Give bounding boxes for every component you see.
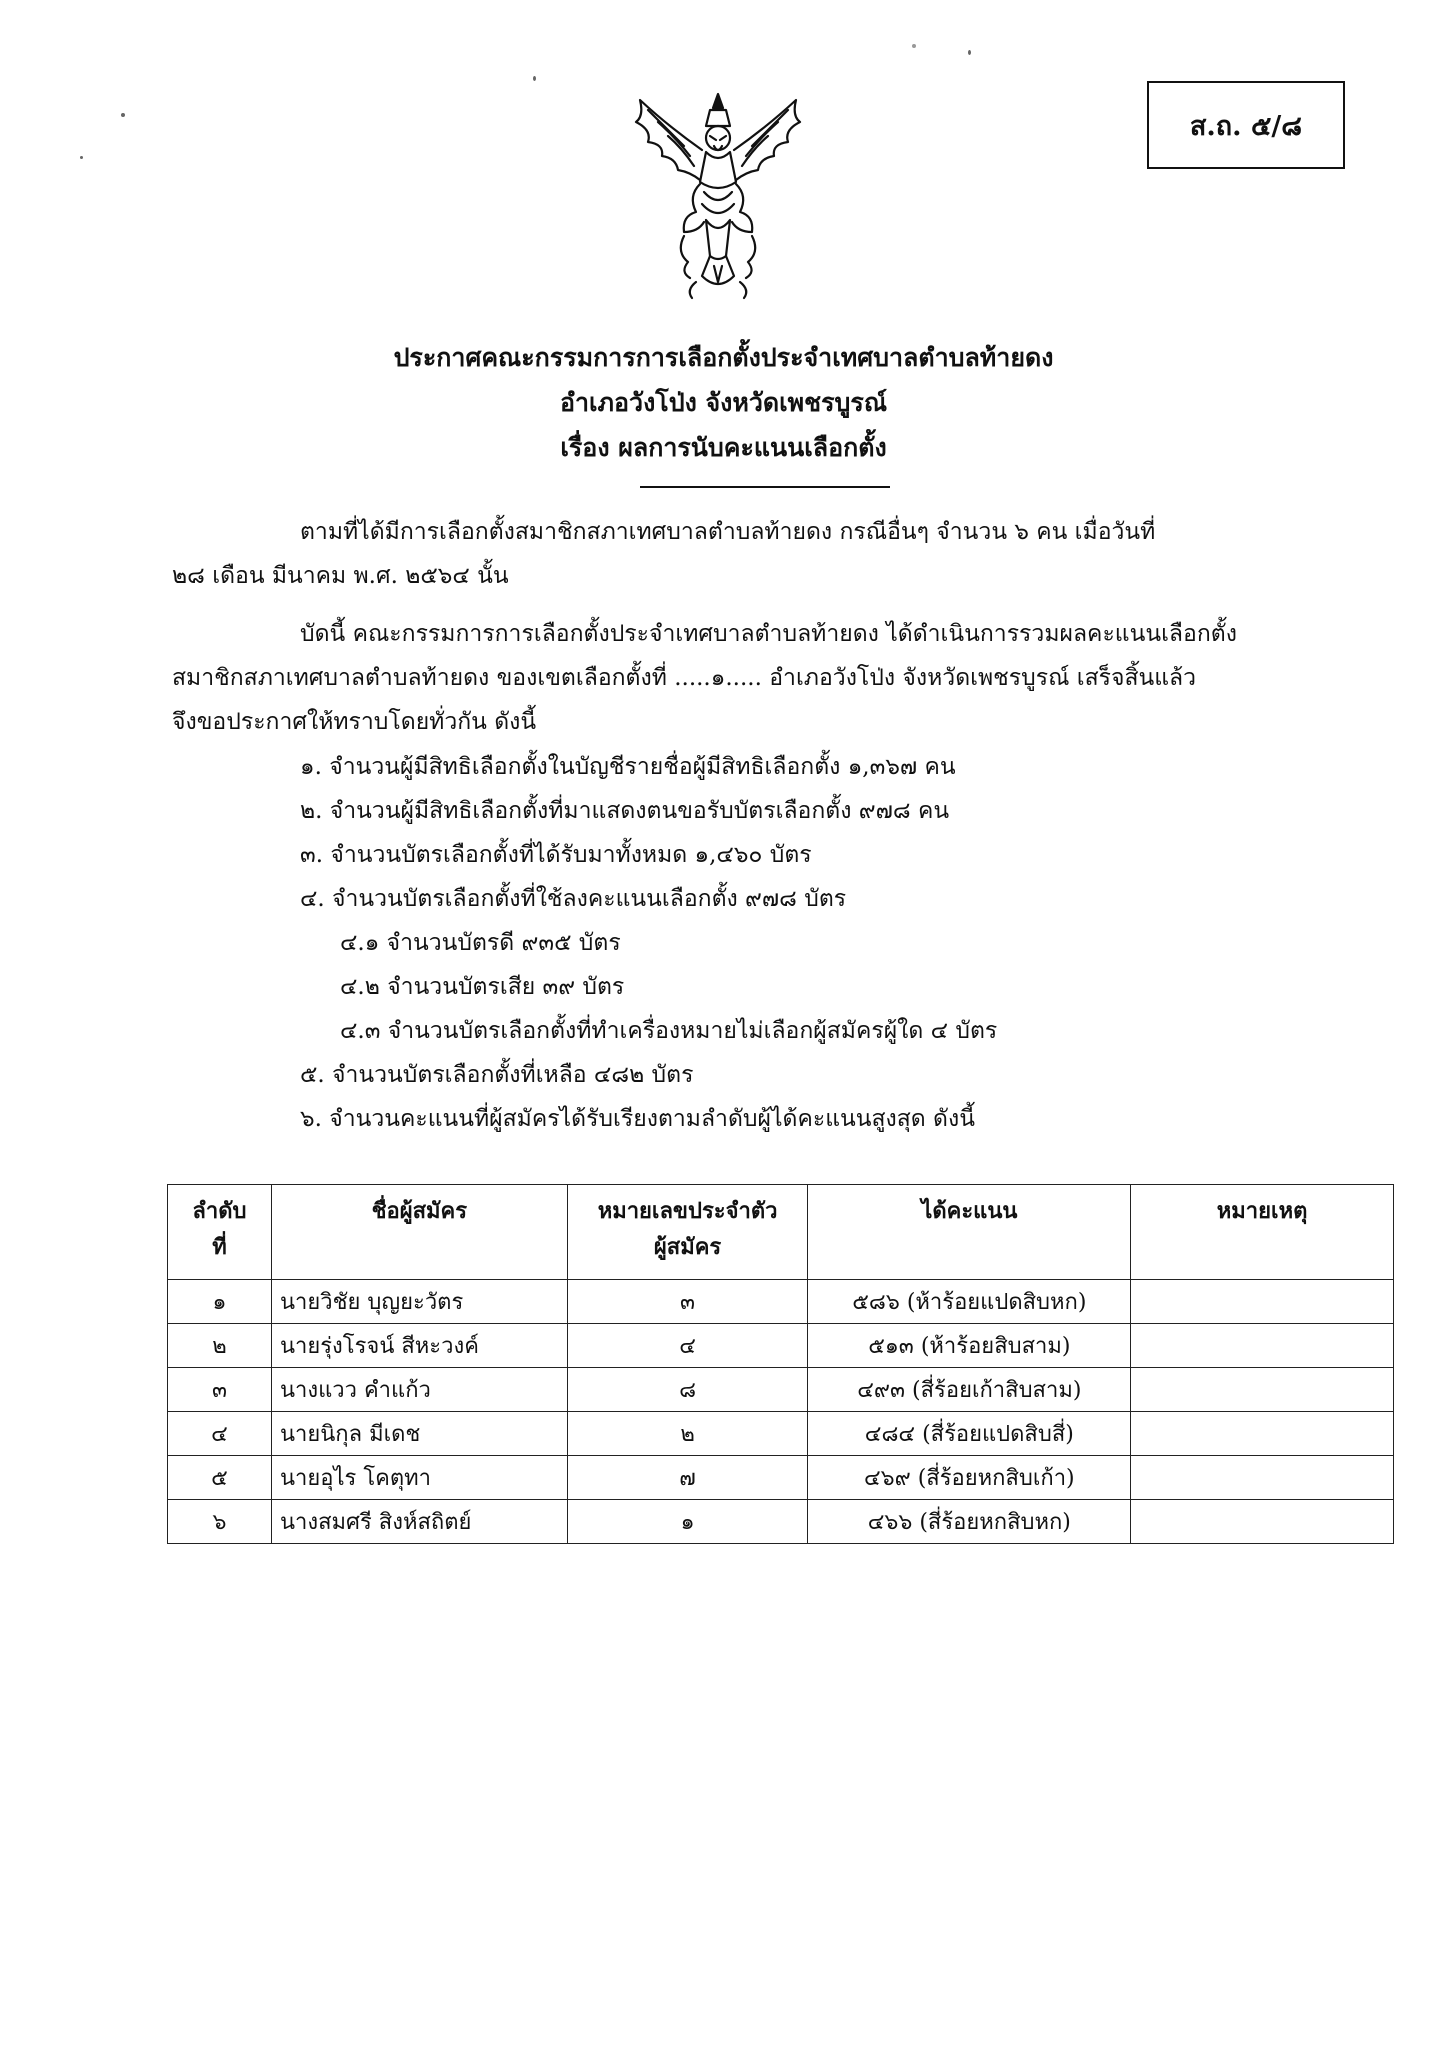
announcement-line-3: จึงขอประกาศให้ทราบโดยทั่วกัน ดังนี้ <box>172 709 537 735</box>
score-cell: ๕๘๖ (ห้าร้อยแปดสิบหก) <box>808 1280 1131 1324</box>
score-cell: ๔๖๖ (สี่ร้อยหกสิบหก) <box>808 1500 1131 1544</box>
rank-cell: ๒ <box>168 1324 272 1368</box>
header-remark: หมายเหตุ <box>1131 1185 1394 1280</box>
announcement-title <box>0 335 1447 470</box>
candidate-name-cell: นางแวว คำแก้ว <box>271 1368 567 1412</box>
candidate-name-cell: นายรุ่งโรจน์ สีหะวงค์ <box>271 1324 567 1368</box>
header-rank: ลำดับ ที่ <box>168 1185 272 1280</box>
scan-speck <box>533 76 536 81</box>
item-2: ๒. จำนวนผู้มีสิทธิเลือกตั้งที่มาแสดงตนขอรับบัตรเลือกตั้ง ๙๗๘ คน <box>300 798 950 824</box>
remark-cell <box>1131 1456 1394 1500</box>
title-line-2: อำเภอวังโป่ง จังหวัดเพชรบูรณ์ <box>559 388 888 417</box>
results-table <box>167 1184 1394 1544</box>
rank-cell: ๕ <box>168 1456 272 1500</box>
remark-cell <box>1131 1368 1394 1412</box>
item-4: ๔. จำนวนบัตรเลือกตั้งที่ใช้ลงคะแนนเลือกตั้ง ๙๗๘ บัตร <box>300 886 847 912</box>
remark-cell <box>1131 1500 1394 1544</box>
item-1: ๑. จำนวนผู้มีสิทธิเลือกตั้งในบัญชีรายชื่อผู้มีสิทธิเลือกตั้ง ๑,๓๖๗ คน <box>300 754 956 780</box>
announcement-line-1: บัดนี้ คณะกรรมการการเลือกตั้งประจำเทศบาลตำบลท้ายดง ได้ดำเนินการรวมผลคะแนนเลือกตั้ง <box>300 621 1237 647</box>
table-header-row <box>168 1185 1394 1280</box>
title-underline <box>640 486 890 488</box>
item-6: ๖. จำนวนคะแนนที่ผู้สมัครได้รับเรียงตามลำดับผู้ได้คะแนนสูงสุด ดังนี้ <box>300 1106 975 1132</box>
header-score: ได้คะแนน <box>808 1185 1131 1280</box>
remark-cell <box>1131 1324 1394 1368</box>
candidate-number-cell: ๔ <box>567 1324 808 1368</box>
scan-speck <box>121 113 125 117</box>
form-code-box <box>1147 81 1345 169</box>
table-row <box>168 1412 1394 1456</box>
remark-cell <box>1131 1412 1394 1456</box>
candidate-name-cell: นายอุไร โคตุทา <box>271 1456 567 1500</box>
scan-speck <box>80 156 83 159</box>
table-row <box>168 1280 1394 1324</box>
announcement-paragraph <box>172 612 1282 744</box>
scan-speck <box>912 44 916 48</box>
table-row <box>168 1368 1394 1412</box>
item-4-2: ๔.๒ จำนวนบัตรเสีย ๓๙ บัตร <box>340 974 625 1000</box>
candidate-number-cell: ๘ <box>567 1368 808 1412</box>
remark-cell <box>1131 1280 1394 1324</box>
candidate-number-cell: ๓ <box>567 1280 808 1324</box>
score-cell: ๕๑๓ (ห้าร้อยสิบสาม) <box>808 1324 1131 1368</box>
candidate-number-cell: ๑ <box>567 1500 808 1544</box>
table-row <box>168 1324 1394 1368</box>
rank-cell: ๖ <box>168 1500 272 1544</box>
candidate-number-cell: ๗ <box>567 1456 808 1500</box>
score-cell: ๔๖๙ (สี่ร้อยหกสิบเก้า) <box>808 1456 1131 1500</box>
candidate-name-cell: นางสมศรี สิงห์สถิตย์ <box>271 1500 567 1544</box>
candidate-name-cell: นายวิชัย บุญยะวัตร <box>271 1280 567 1324</box>
table-row <box>168 1500 1394 1544</box>
rank-cell: ๑ <box>168 1280 272 1324</box>
item-4-3: ๔.๓ จำนวนบัตรเลือกตั้งที่ทำเครื่องหมายไม่เลือกผู้สมัครผู้ใด ๔ บัตร <box>340 1018 998 1044</box>
rank-cell: ๓ <box>168 1368 272 1412</box>
item-5: ๕. จำนวนบัตรเลือกตั้งที่เหลือ ๔๘๒ บัตร <box>300 1062 694 1088</box>
item-4-1: ๔.๑ จำนวนบัตรดี ๙๓๕ บัตร <box>340 930 621 956</box>
intro-line-1: ตามที่ได้มีการเลือกตั้งสมาชิกสภาเทศบาลตำบลท้ายดง กรณีอื่นๆ จำนวน ๖ คน เมื่อวันที่ <box>300 519 1156 545</box>
garuda-emblem-icon <box>618 86 818 306</box>
announcement-line-2: สมาชิกสภาเทศบาลตำบลท้ายดง ของเขตเลือกตั้งที่ .....๑..... อำเภอวังโป่ง จังหวัดเพชรบูรณ์ เสร็จสิ้นแล้ว <box>172 665 1197 691</box>
title-line-1: ประกาศคณะกรรมการการเลือกตั้งประจำเทศบาลตำบลท้ายดง <box>393 343 1054 372</box>
form-code: ส.ถ. ๕/๘ <box>1189 110 1303 142</box>
header-candidate-number: หมายเลขประจำตัว ผู้สมัคร <box>567 1185 808 1280</box>
candidate-number-cell: ๒ <box>567 1412 808 1456</box>
table-row <box>168 1456 1394 1500</box>
candidate-name-cell: นายนิกุล มีเดช <box>271 1412 567 1456</box>
item-3: ๓. จำนวนบัตรเลือกตั้งที่ได้รับมาทั้งหมด ๑,๔๖๐ บัตร <box>300 842 812 868</box>
scan-speck <box>968 50 971 55</box>
intro-paragraph <box>172 510 1282 598</box>
rank-cell: ๔ <box>168 1412 272 1456</box>
score-cell: ๔๘๔ (สี่ร้อยแปดสิบสี่) <box>808 1412 1131 1456</box>
title-line-3: เรื่อง ผลการนับคะแนนเลือกตั้ง <box>560 433 887 462</box>
score-cell: ๔๙๓ (สี่ร้อยเก้าสิบสาม) <box>808 1368 1131 1412</box>
intro-line-2: ๒๘ เดือน มีนาคม พ.ศ. ๒๕๖๔ นั้น <box>172 563 509 589</box>
header-name: ชื่อผู้สมัคร <box>271 1185 567 1280</box>
